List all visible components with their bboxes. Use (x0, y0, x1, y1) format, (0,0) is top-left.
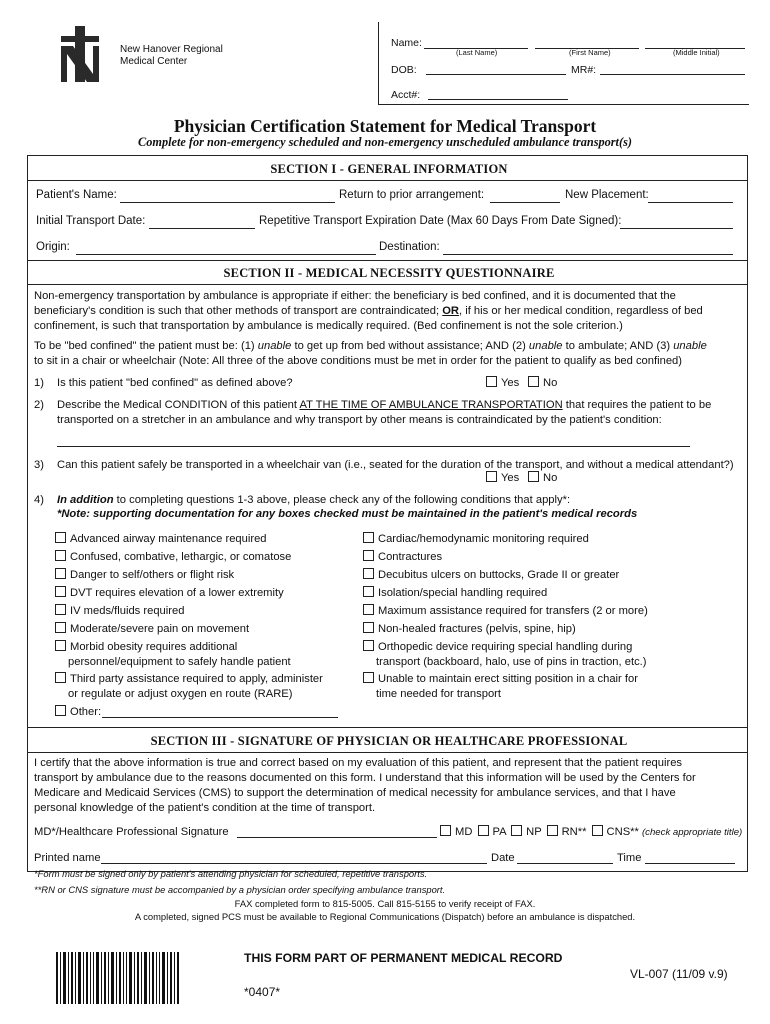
q1-no[interactable] (528, 376, 557, 391)
dispatch-note: A completed, signed PCS must be available to Regional Communications (Dispatch) before an ambulance is dispatched. (134, 911, 636, 922)
org-name (120, 44, 223, 68)
destination-field[interactable] (443, 242, 733, 255)
q2-a-underlined: AT THE TIME OF AMBULANCE TRANSPORTATION (299, 399, 563, 411)
right-item-4-label: Maximum assistance required for transfers (2 or more) (378, 605, 648, 617)
new-placement-field[interactable] (648, 190, 733, 203)
patient-name-field[interactable] (120, 190, 335, 203)
q2-text-a (57, 398, 711, 413)
return-prior-label: Return to prior arrangement: (339, 189, 485, 201)
intro-2-line-a (34, 339, 740, 354)
permanent-record-notice: THIS FORM PART OF PERMANENT MEDICAL RECORD (244, 951, 563, 965)
other-checkbox[interactable] (55, 705, 66, 716)
rn-checkbox[interactable] (547, 825, 558, 836)
initial-date-field[interactable] (149, 216, 255, 229)
section-1-title: SECTION I - GENERAL INFORMATION (270, 162, 508, 176)
section-2-intro-2 (34, 339, 740, 369)
rn-label: RN** (561, 826, 587, 838)
right-item-1-checkbox[interactable] (363, 550, 374, 561)
right-item-0-checkbox[interactable] (363, 532, 374, 543)
left-multi-1[interactable] (55, 672, 323, 702)
other-field[interactable] (102, 706, 338, 718)
intro-1-b-pre: beneficiary's condition is such that other methods of transport are contraindicated; (34, 305, 440, 317)
left-item-5[interactable] (55, 622, 249, 637)
q4-note: *Note: supporting documentation for any boxes checked must be maintained in the patient's medical records (57, 508, 638, 520)
right-item-2-checkbox[interactable] (363, 568, 374, 579)
q3-no[interactable] (528, 471, 557, 486)
right-item-5-label: Non-healed fractures (pelvis, spine, hip) (378, 623, 576, 635)
acct-label: Acct#: (391, 89, 421, 101)
section-2-title: SECTION II - MEDICAL NECESSITY QUESTIONNAIRE (223, 266, 555, 280)
org-line-1: New Hanover Regional (120, 44, 223, 55)
time-field[interactable] (645, 851, 735, 864)
section-2-intro-1 (34, 289, 740, 334)
dob-label: DOB: (391, 64, 417, 76)
new-placement-label: New Placement: (565, 189, 649, 201)
q2-answer-field[interactable] (57, 436, 690, 447)
q2-a-pre: Describe the Medical CONDITION of this patient (57, 399, 297, 411)
mr-label: MR#: (571, 64, 597, 76)
right-multi-1-checkbox[interactable] (363, 672, 374, 683)
pa-checkbox[interactable] (478, 825, 489, 836)
section-2-title-rule (27, 284, 748, 285)
q1-no-checkbox[interactable] (528, 376, 539, 387)
intro-1-line-c: confinement, is such that transportation by ambulance is medically required. (Bed confinement is not the sole criterion.) (34, 320, 623, 332)
other-item[interactable] (55, 705, 101, 720)
left-item-0[interactable] (55, 532, 267, 547)
cns-checkbox[interactable] (592, 825, 603, 836)
form-code: *0407* (244, 985, 281, 999)
right-multi-0-line-1: Orthopedic device requiring special handling during (378, 641, 633, 653)
form-version: VL-007 (11/09 v.9) (630, 967, 728, 981)
date-field[interactable] (517, 851, 613, 864)
right-item-4-checkbox[interactable] (363, 604, 374, 615)
time-label: Time (617, 852, 642, 864)
form-title: Physician Certification Statement for Medical Transport (173, 116, 597, 136)
destination-label: Destination: (379, 241, 440, 253)
right-multi-1-line-1: Unable to maintain erect sitting position in a chair for (378, 673, 638, 685)
md-checkbox[interactable] (440, 825, 451, 836)
right-item-4[interactable] (363, 604, 648, 619)
middle-initial-caption: (Middle Initial) (673, 48, 720, 57)
check-title-hint: (check appropriate title) (641, 827, 743, 838)
left-multi-0[interactable] (55, 640, 291, 670)
q3-yes-checkbox[interactable] (486, 471, 497, 482)
q1-no-label: No (543, 377, 558, 389)
printed-name-label: Printed name (34, 852, 101, 864)
q3-no-checkbox[interactable] (528, 471, 539, 482)
intro-2-unable-2: unable (528, 340, 563, 352)
cert-line-4: personal knowledge of the patient's condition at the time of transport. (34, 802, 376, 814)
org-line-2: Medical Center (120, 56, 188, 67)
section-2-top-rule (27, 260, 748, 261)
left-item-2-checkbox[interactable] (55, 568, 66, 579)
left-item-1-label: Confused, combative, lethargic, or comatose (70, 551, 292, 563)
left-item-3-label: DVT requires elevation of a lower extremity (70, 587, 284, 599)
cert-line-1: I certify that the above information is true and correct based on my evaluation of this patient, and represent that the patient requires (34, 757, 683, 769)
cns-label: CNS** (606, 826, 639, 838)
cert-line-3: Medicare and Medicaid Services (CMS) to support the determination of medical necessity for ambulance services, and that I have (34, 787, 676, 799)
right-multi-1[interactable] (363, 672, 638, 702)
left-multi-1-line-1: Third party assistance required to apply, administer (70, 673, 323, 685)
left-item-4-label: IV meds/fluids required (70, 605, 185, 617)
mr-field[interactable] (600, 63, 745, 75)
q3-number: 3) (34, 459, 44, 471)
q4-in-addition: In addition (57, 494, 114, 506)
signing-note-1: *Form must be signed only by patient's attending physician for scheduled, repetitive transports. (34, 868, 428, 879)
left-item-4[interactable] (55, 604, 184, 619)
right-item-1[interactable] (363, 550, 442, 565)
q4-number: 4) (34, 494, 44, 506)
intro-1-b-or: OR (442, 305, 460, 317)
left-item-2[interactable] (55, 568, 234, 583)
certification-text (34, 756, 740, 816)
title-checkboxes (440, 825, 742, 840)
intro-2-a-3: to ambulate; AND (3) (565, 340, 671, 352)
left-item-2-label: Danger to self/others or flight risk (70, 569, 235, 581)
signature-field[interactable] (237, 825, 437, 838)
right-item-3-checkbox[interactable] (363, 586, 374, 597)
other-label: Other: (70, 706, 102, 718)
left-item-3-checkbox[interactable] (55, 586, 66, 597)
section-3-title: SECTION III - SIGNATURE OF PHYSICIAN OR HEALTHCARE PROFESSIONAL (150, 734, 628, 748)
intro-1-b-post: , if his or her medical condition, regardless of bed (459, 305, 703, 317)
section-3-top-rule (27, 727, 748, 728)
section-1-rule (27, 180, 748, 181)
q1-yes-label: Yes (501, 377, 520, 389)
printed-name-field[interactable] (101, 851, 487, 864)
intro-2-line-b: to sit in a chair or wheelchair (Note: All three of the above conditions must be met in order for the patient to qualify as bed confined) (34, 355, 682, 367)
q1-number: 1) (34, 377, 44, 389)
q3-text: Can this patient safely be transported in a wheelchair van (i.e., seated for the duration of the transport, and without a medical attendant?) (57, 459, 734, 471)
right-item-0[interactable] (363, 532, 589, 547)
np-checkbox[interactable] (511, 825, 522, 836)
q3-no-label: No (543, 472, 558, 484)
q1-yes[interactable] (486, 376, 519, 391)
origin-field[interactable] (76, 242, 376, 255)
right-item-2[interactable] (363, 568, 619, 583)
left-item-0-checkbox[interactable] (55, 532, 66, 543)
left-multi-1-checkbox[interactable] (55, 672, 66, 683)
return-prior-field[interactable] (490, 190, 560, 203)
left-item-5-checkbox[interactable] (55, 622, 66, 633)
q1-yes-checkbox[interactable] (486, 376, 497, 387)
right-item-1-label: Contractures (378, 551, 443, 563)
q1-text: Is this patient "bed confined" as defined above? (57, 377, 293, 389)
q2-text-b: transported on a stretcher in an ambulance and why transport by other means is contraindicated by the patient's condition: (57, 414, 662, 426)
intro-1-line-b (34, 304, 740, 319)
patient-name-label: Patient's Name: (36, 189, 117, 201)
left-multi-1-line-2: or regulate or adjust oxygen en route (RARE) (68, 688, 293, 700)
intro-2-a-1: To be "bed confined" the patient must be: (1) (34, 340, 255, 352)
left-item-5-label: Moderate/severe pain on movement (70, 623, 250, 635)
q3-yes[interactable] (486, 471, 519, 486)
right-item-2-label: Decubitus ulcers on buttocks, Grade II or greater (378, 569, 620, 581)
name-label: Name: (391, 37, 422, 49)
right-item-5[interactable] (363, 622, 576, 637)
q2-a-post: that requires the patient to be (565, 399, 712, 411)
left-item-1-checkbox[interactable] (55, 550, 66, 561)
cert-line-2: transport by ambulance due to the reasons documented on this form. I understand that this information will be used by the Centers for (34, 772, 696, 784)
signing-note-2: **RN or CNS signature must be accompanied by a physician order specifying ambulance transport. (34, 884, 446, 895)
left-item-0-label: Advanced airway maintenance required (70, 533, 267, 545)
form-subtitle: Complete for non-emergency scheduled and non-emergency unscheduled ambulance transport(s) (138, 135, 632, 149)
acct-field[interactable] (428, 88, 568, 100)
fax-instructions: FAX completed form to 815-5005. Call 815-5155 to verify receipt of FAX. (234, 898, 536, 909)
dob-field[interactable] (426, 63, 566, 75)
right-item-3[interactable] (363, 586, 547, 601)
left-item-4-checkbox[interactable] (55, 604, 66, 615)
origin-label: Origin: (36, 241, 70, 253)
last-name-caption: (Last Name) (456, 48, 498, 57)
left-multi-0-line-1: Morbid obesity requires additional (70, 641, 238, 653)
date-label: Date (491, 852, 515, 864)
q2-number: 2) (34, 399, 44, 411)
q3-yes-label: Yes (501, 472, 520, 484)
intro-2-a-2: to get up from bed without assistance; AND (2) (294, 340, 526, 352)
first-name-caption: (First Name) (569, 48, 611, 57)
section-3-title-rule (27, 752, 748, 753)
pa-label: PA (492, 826, 506, 838)
left-item-1[interactable] (55, 550, 291, 565)
right-multi-1-line-2: time needed for transport (376, 688, 501, 700)
q4-rest: to completing questions 1-3 above, please check any of the following conditions that apply*: (116, 494, 571, 506)
intro-2-unable-1: unable (257, 340, 292, 352)
np-label: NP (526, 826, 542, 838)
intro-2-unable-3: unable (673, 340, 707, 352)
initial-date-label: Initial Transport Date: (36, 215, 146, 227)
barcode (55, 951, 180, 1005)
right-item-5-checkbox[interactable] (363, 622, 374, 633)
intro-1-line-a: Non-emergency transportation by ambulance is appropriate if either: the beneficiary is bed confined, and it is documented that the (34, 290, 676, 302)
signature-label: MD*/Healthcare Professional Signature (34, 826, 229, 838)
right-item-0-label: Cardiac/hemodynamic monitoring required (378, 533, 589, 545)
hospital-logo (55, 24, 103, 84)
left-item-3[interactable] (55, 586, 284, 601)
q4-text (57, 493, 570, 508)
right-multi-0-line-2: transport (backboard, halo, use of pins in traction, etc.) (376, 656, 647, 668)
repetitive-label: Repetitive Transport Expiration Date (Max 60 Days From Date Signed): (259, 215, 622, 227)
left-multi-0-line-2: personnel/equipment to safely handle patient (68, 656, 291, 668)
left-multi-0-checkbox[interactable] (55, 640, 66, 651)
right-multi-0[interactable] (363, 640, 647, 670)
right-item-3-label: Isolation/special handling required (378, 587, 548, 599)
repetitive-field[interactable] (620, 216, 733, 229)
right-multi-0-checkbox[interactable] (363, 640, 374, 651)
md-label: MD (455, 826, 473, 838)
